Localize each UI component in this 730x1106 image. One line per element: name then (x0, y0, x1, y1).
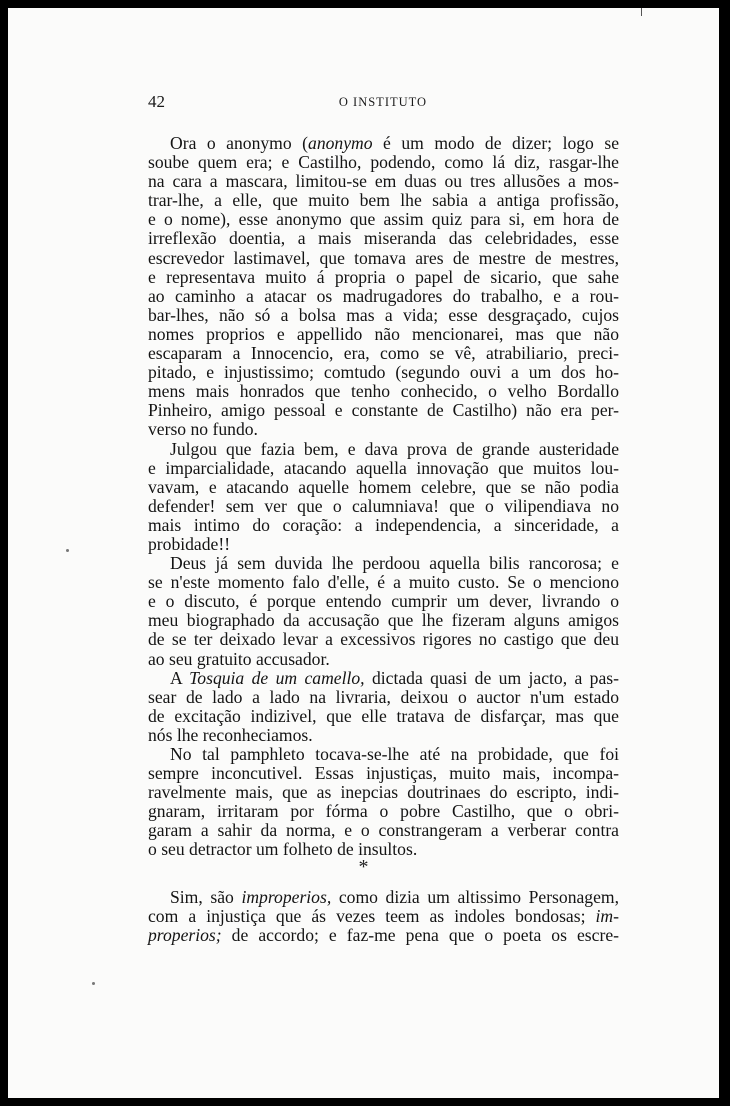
book-page (8, 8, 719, 1098)
text-line: escaparam a Innocencio, era, como se vê, atrabiliario, preci- (148, 343, 619, 364)
text-line (148, 926, 619, 945)
text-segment: A (170, 667, 190, 688)
text-line: na cara a mascara, limitou-se em duas ou tres allusões a mos- (148, 171, 619, 192)
paragraph-2 (148, 440, 619, 555)
text-line: ao caminho a atacar os madrugadores do trabalho, e a rou- (148, 285, 619, 306)
text-line: probidade!! (148, 533, 231, 554)
body-text-continued (148, 888, 619, 945)
paragraph-1 (148, 134, 619, 440)
italic-word: anonymo (308, 133, 373, 153)
text-line: e representava muito á propria o papel de sicario, que sahe (148, 266, 619, 287)
text-line: nós lhe reconheciamos. (148, 724, 313, 745)
text-segment: como dizia um altissimo Personagem, (331, 887, 619, 907)
italic-word: properios; (148, 925, 222, 946)
text-line: e o nome), esse anonymo que assim quiz para si, em hora de (148, 209, 619, 230)
text-line: Pinheiro, amigo pessoal e constante de Castilho) não era per- (148, 400, 619, 421)
text-line: ravelmente mais, que as inepcias doutrinaes do escripto, indi- (148, 782, 619, 803)
page-header (148, 92, 618, 116)
text-line: meu biographado da accusação que lhe fizeram alguns amigos (148, 610, 619, 631)
text-line: gnaram, irritaram por fórma o pobre Castilho, que o obri- (148, 801, 619, 822)
text-line: e o discuto, é porque entendo cumprir um dever, livrando o (148, 591, 619, 612)
text-line (148, 888, 619, 907)
text-line: sempre inconcutivel. Essas injustiças, muito mais, incompa- (148, 763, 619, 784)
paragraph-3 (148, 554, 619, 669)
running-title: O INSTITUTO (338, 95, 428, 109)
page-number: 42 (148, 92, 165, 111)
italic-word: improperios, (241, 887, 332, 907)
text-segment: é um modo de dizer; logo se (372, 133, 620, 153)
text-line (148, 907, 619, 926)
text-line: pitado, e injustissimo; comtudo (segundo ouvi a um dos ho- (148, 362, 619, 383)
text-segment: dictada quasi de um jacto, a pas- (364, 667, 619, 688)
text-line: soube quem era; e Castilho, podendo, como lá diz, rasgar-lhe (148, 152, 619, 173)
text-line (148, 669, 619, 688)
text-line: trar-lhe, a elle, que muito bem lhe sabia a antiga profissão, (148, 190, 619, 211)
paper-speck (92, 982, 95, 985)
text-line: escrevedor lastimavel, que tomava ares de mestre de mestres, (148, 247, 619, 268)
text-line: nomes proprios e appellido não mencionarei, mas que não (148, 323, 619, 344)
text-line: vavam, e atacando aquelle homem celebre, que se não podia (148, 476, 619, 497)
paper-speck (66, 549, 69, 552)
paragraph-4 (148, 669, 619, 745)
text-segment: de accordo; e faz-me pena que o poeta os escre- (221, 925, 619, 946)
text-line: mais intimo do coração: a independencia, a sinceridade, a (148, 514, 619, 535)
text-line: de se ter deixado levar a excessivos rigores no castigo que deu (148, 629, 619, 650)
text-line (148, 134, 619, 153)
text-line: o seu detractor um folheto de insultos. (148, 839, 418, 860)
paragraph-6 (148, 888, 619, 945)
text-line: bar-lhes, não só a bolsa mas a vida; esse desgraçado, cujos (148, 304, 619, 325)
text-line: No tal pamphleto tocava-se-lhe até na probidade, que foi (170, 744, 619, 764)
text-segment: com a injustiça que ás vezes teem as indoles bondosas; (148, 906, 596, 927)
text-line: verso no fundo. (148, 419, 258, 440)
text-line: mens mais honrados que tenho conhecido, o velho Bordallo (148, 381, 619, 402)
paragraph-5 (148, 745, 619, 860)
text-line: sear de lado a lado na livraria, deixou o auctor n'um estado (148, 686, 619, 707)
text-line: se n'este momento falo d'elle, é a muito custo. Se o menciono (148, 572, 619, 593)
text-line: ao seu gratuito accusador. (148, 648, 330, 669)
body-text (148, 134, 619, 860)
italic-word: im- (595, 906, 619, 927)
scan-mark (641, 8, 642, 16)
text-line: Deus já sem duvida lhe perdoou aquella bilis rancorosa; e (170, 553, 619, 574)
text-segment: Sim, são (170, 887, 242, 907)
text-line: Julgou que fazia bem, e dava prova de grande austeridade (170, 438, 619, 459)
section-ornament: * (358, 856, 369, 878)
text-line: de excitação indizivel, que elle tratava de disfarçar, mas que (148, 705, 619, 726)
text-segment: Ora o anonymo ( (170, 133, 309, 153)
text-line: e imparcialidade, atacando aquella innovação que muitos lou- (148, 457, 619, 478)
text-line: defender! sem ver que o calumniava! que o vilipendiava no (148, 495, 619, 516)
text-line: irreflexão doentia, a mais miseranda das celebridades, esse (148, 228, 619, 249)
italic-title: Tosquia de um camello, (189, 667, 365, 688)
text-line: garam a sahir da norma, e o constrangeram a verberar contra (148, 820, 619, 841)
